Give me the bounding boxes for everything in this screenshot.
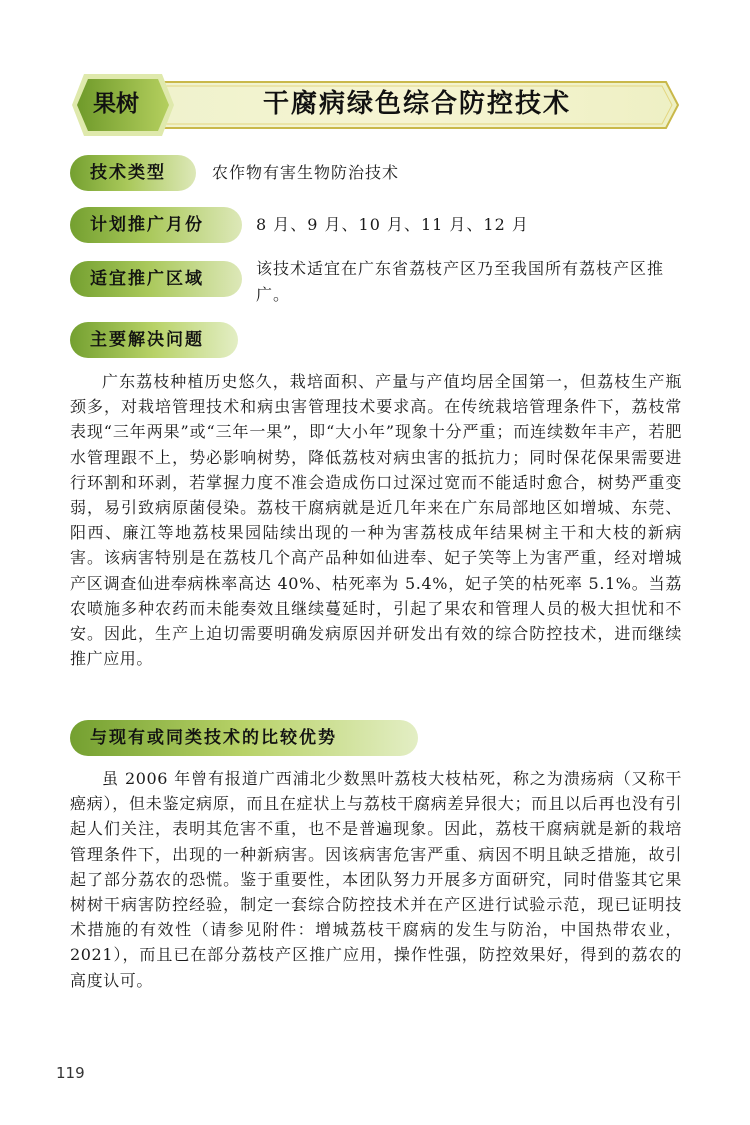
section-body-main-problem: 广东荔枝种植历史悠久，栽培面积、产量与产值均居全国第一，但荔枝生产瓶颈多，对栽培管理技术和病虫害管理技术要求高。在传统栽培管理条件下，荔枝常表现“三年两果”或“三年一果”，即“大小年”现象十分严重；而连续数年丰产，若肥水管理跟不上，势必影响树势，降低荔枝对病虫害的抵抗力；同时保花保果需要进行环割和环剥，若掌握力度不准会造成伤口过深过宽而不能适时愈合，树势严重变弱，易引致病原菌侵染。荔枝干腐病就是近几年来在广东局部地区如增城、东莞、阳西、廉江等地荔枝果园陆续出现的一种为害荔枝成年结果树主干和大枝的新病害。该病害特别是在荔枝几个高产品种如仙进奉、妃子笑等上为害严重，经对增城产区调查仙进奉病株率高达 40%、枯死率为 5.4%，妃子笑的枯死率 5.1%。当荔农喷施多种农药而未能奏效且继续蔓延时，引起了果农和管理人员的极大担忧和不安。因此，生产上迫切需要明确发病原因并研发出有效的综合防控技术，进而继续推广应用。 bbox=[70, 372, 682, 669]
section-heading-main-problem: 主要解决问题 bbox=[70, 322, 238, 358]
category-label: 果树 bbox=[93, 91, 139, 117]
section-body-comparison: 虽 2006 年曾有报道广西浦北少数黑叶荔枝大枝枯死，称之为溃疡病（又称干癌病），但未鉴定病原，而且在症状上与荔枝干腐病差异很大；而且以后再也没有引起人们关注，表明其危害不重，也不是普遍现象。因此，荔枝干腐病就是新的栽培管理条件下，出现的一种新病害。因该病害危害严重、病因不明且缺乏措施，故引起了部分荔农的恐慌。鉴于重要性，本团队努力开展多方面研究，同时借鉴其它果树树干病害防控经验，制定一套综合防控技术并在产区进行试验示范，现已证明技术措施的有效性（请参见附件：增城荔枝干腐病的发生与防治，中国热带农业，2021），而且已在部分荔枝产区推广应用，操作性强，防控效果好，得到的荔农的高度认可。 bbox=[70, 769, 682, 990]
field-label-promo-region: 适宜推广区域 bbox=[70, 261, 242, 297]
field-label-promo-months: 计划推广月份 bbox=[70, 207, 242, 243]
page-title: 干腐病绿色综合防控技术 bbox=[262, 89, 571, 119]
field-value-tech-type: 农作物有害生物防治技术 bbox=[212, 163, 400, 182]
page-number: 119 bbox=[56, 1064, 85, 1082]
section-heading-comparison: 与现有或同类技术的比较优势 bbox=[70, 720, 418, 756]
title-banner bbox=[70, 72, 680, 138]
field-label-tech-type: 技术类型 bbox=[70, 155, 196, 191]
field-value-promo-region: 该技术适宜在广东省荔枝产区乃至我国所有荔枝产区推广。 bbox=[256, 259, 665, 304]
field-value-promo-months: 8 月、9 月、10 月、11 月、12 月 bbox=[256, 215, 529, 234]
